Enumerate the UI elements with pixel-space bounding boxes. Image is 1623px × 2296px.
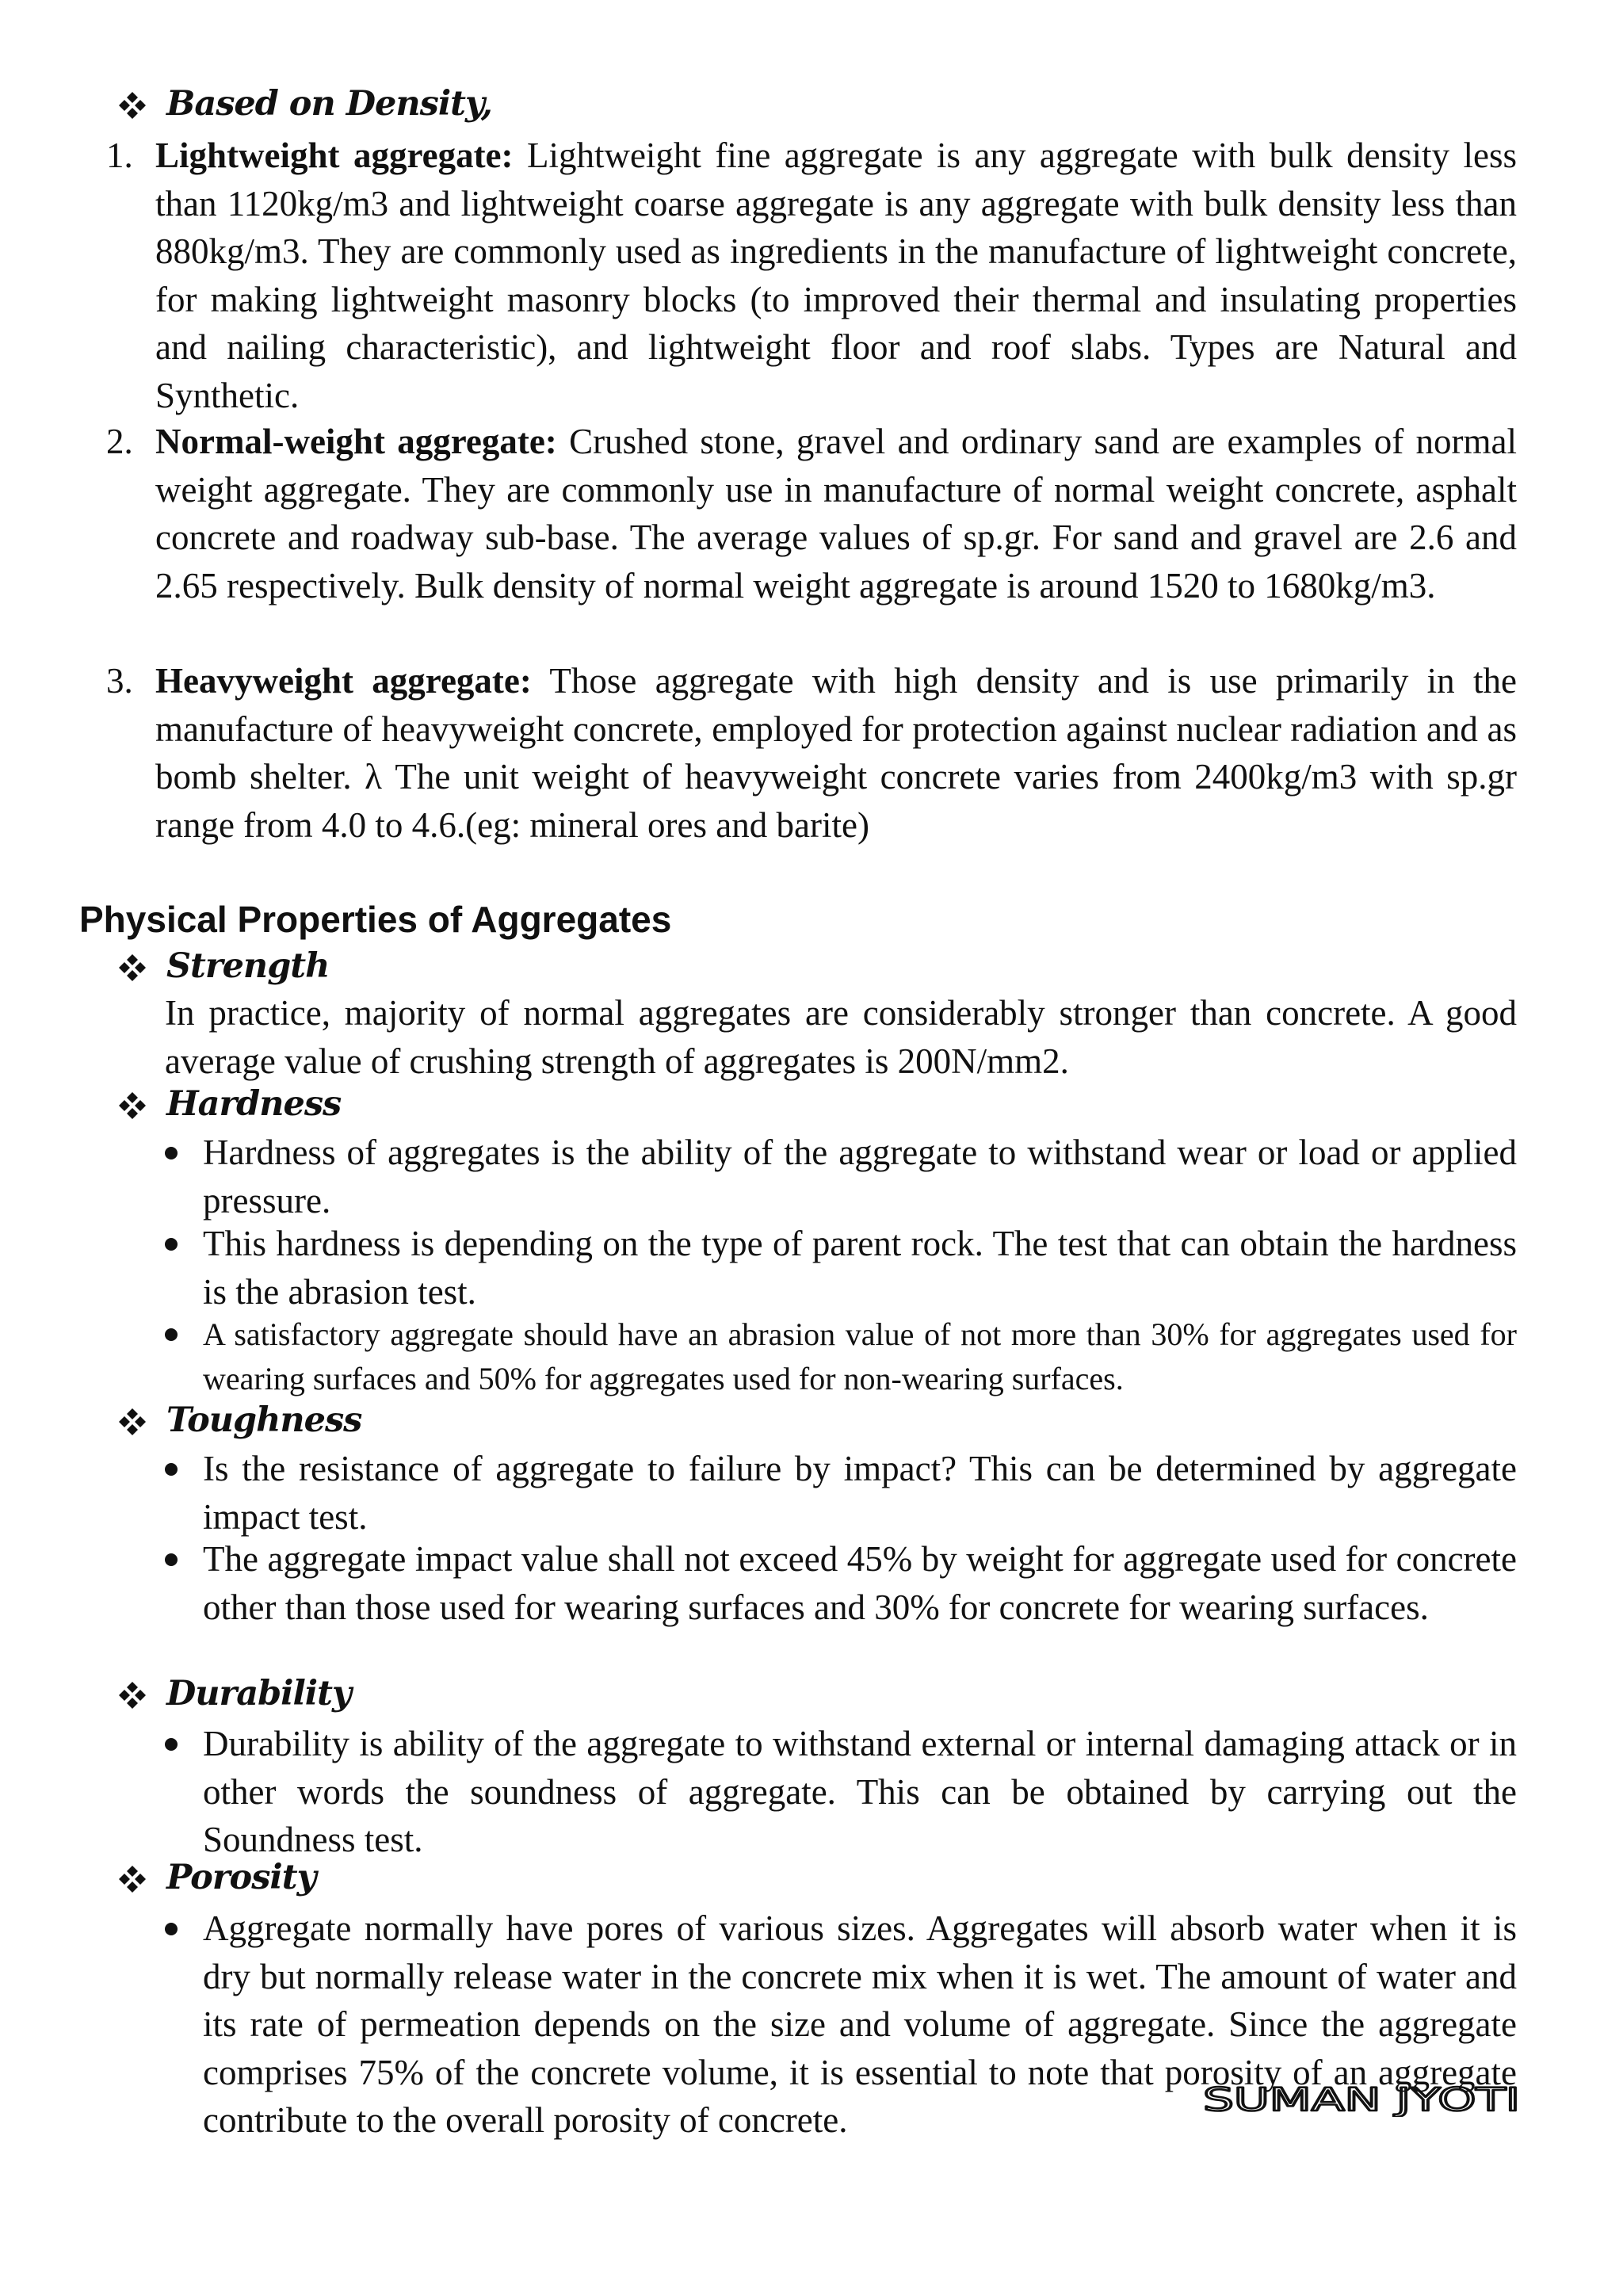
bullet-dot xyxy=(165,1328,178,1341)
item-text: Lightweight fine aggregate is any aggregate with bulk density less than 1120kg/m3 and lightweight coarse aggregate is any aggregate with bulk density less than 880kg/m3. They are commonly used as ingredients in the manufacture of lightweight concrete, for making lightweight masonry blocks (to improved their thermal and insulating properties and nailing characteristic), and lightweight floor and roof slabs. Types are Natural and Synthetic. xyxy=(155,136,1517,415)
item-number: 1. xyxy=(106,136,133,175)
toughness-heading-label: Toughness xyxy=(166,1400,362,1440)
bullet-dot xyxy=(165,1738,178,1751)
strength-paragraph: In practice, majority of normal aggregates are considerably stronger than concrete. A good average value of crushing strength of aggregates is 200N/mm2. xyxy=(165,993,1517,1081)
four-diamond-bullet-icon xyxy=(117,90,147,120)
bullet-dot xyxy=(165,1923,178,1935)
bullet-dot xyxy=(165,1147,178,1159)
author-signature xyxy=(1203,2080,1520,2117)
hardness-bullet-3 xyxy=(203,1312,1517,1401)
bullet-dot xyxy=(165,1463,178,1476)
bullet-text: Aggregate normally have pores of various sizes. Aggregates will absorb water when it is dry but normally release water in the concrete mix when it is wet. The amount of water and its rate of permeation depends on the size and volume of aggregate. Since the aggregate comprises 75% of the concrete volume, it is essential to note that porosity of an aggregate contribute to the overall porosity of concrete. xyxy=(203,1908,1517,2140)
bullet-text: This hardness is depending on the type of parent rock. The test that can obtain the hardness is the abrasion test. xyxy=(203,1224,1517,1312)
section-title: Physical Properties of Aggregates xyxy=(79,899,672,940)
item-term: Heavyweight aggregate: xyxy=(155,661,532,701)
hardness-bullet-2 xyxy=(203,1220,1517,1316)
item-term: Lightweight aggregate: xyxy=(155,136,514,175)
four-diamond-bullet-icon xyxy=(117,1864,147,1894)
numbered-item-heavyweight xyxy=(106,657,1517,849)
item-number: 2. xyxy=(106,422,133,461)
four-diamond-bullet-icon xyxy=(117,1407,147,1437)
toughness-bullet-1 xyxy=(203,1445,1517,1541)
bullet-text: A satisfactory aggregate should have an abrasion value of not more than 30% for aggregates used for wearing surfaces and 50% for aggregates used for non-wearing surfaces. xyxy=(203,1316,1517,1396)
item-number: 3. xyxy=(106,661,133,701)
density-heading-label: Based on Density, xyxy=(166,84,492,124)
four-diamond-bullet-icon xyxy=(117,953,147,983)
bullet-text: Hardness of aggregates is the ability of the aggregate to withstand wear or load or applied pressure. xyxy=(203,1133,1517,1221)
strength-heading-label: Strength xyxy=(166,946,330,986)
bullet-dot xyxy=(165,1553,178,1566)
toughness-bullet-2 xyxy=(203,1535,1517,1631)
bullet-text: The aggregate impact value shall not exceed 45% by weight for aggregate used for concrete other than those used for wearing surfaces and 30% for concrete for wearing surfaces. xyxy=(203,1539,1517,1627)
item-term: Normal-weight aggregate: xyxy=(155,422,557,461)
durability-bullet-1 xyxy=(203,1720,1517,1864)
porosity-heading-label: Porosity xyxy=(166,1858,316,1897)
item-text: Those aggregate with high density and is use primarily in the manufacture of heavyweight concrete, employed for protection against nuclear radiation and as bomb shelter. λ The unit weight of heavyweight concrete varies from 2400kg/m3 with sp.gr range from 4.0 to 4.6.(eg: mineral ores and barite) xyxy=(155,661,1517,845)
four-diamond-bullet-icon xyxy=(117,1091,147,1121)
bullet-text: Durability is ability of the aggregate to withstand external or internal damaging attack or in other words the soundness of aggregate. This can be obtained by carrying out the Soundness test. xyxy=(203,1724,1517,1859)
bullet-dot xyxy=(165,1238,178,1251)
signature-text: SUMAN JYOTI xyxy=(1203,2082,1520,2117)
four-diamond-bullet-icon xyxy=(117,1680,147,1710)
hardness-bullet-1 xyxy=(203,1129,1517,1224)
bullet-text: Is the resistance of aggregate to failure by impact? This can be determined by aggregate impact test. xyxy=(203,1449,1517,1537)
numbered-item-lightweight xyxy=(106,132,1517,419)
hardness-heading-label: Hardness xyxy=(166,1084,342,1124)
item-text: Crushed stone, gravel and ordinary sand are examples of normal weight aggregate. They are commonly use in manufacture of normal weight concrete, asphalt concrete and roadway sub-base. The average values of sp.gr. For sand and gravel are 2.6 and 2.65 respectively. Bulk density of normal weight aggregate is around 1520 to 1680kg/m3. xyxy=(155,422,1517,606)
numbered-item-normal-weight xyxy=(106,418,1517,609)
durability-heading-label: Durability xyxy=(166,1674,351,1713)
